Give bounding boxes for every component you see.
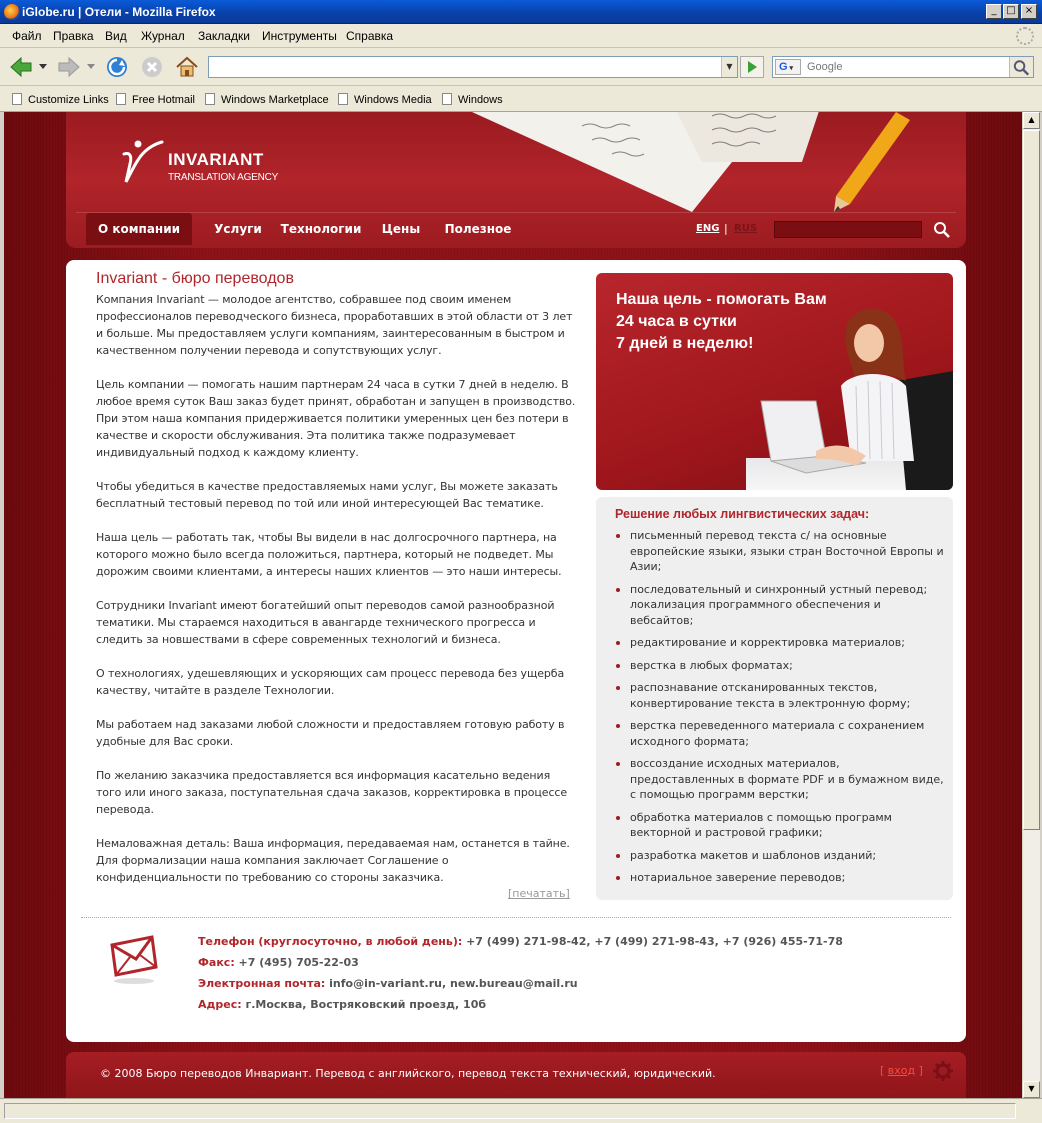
email-line — [198, 973, 843, 994]
page-icon — [116, 93, 126, 105]
go-arrow-icon[interactable] — [740, 56, 764, 78]
status-bar — [0, 1098, 1042, 1123]
service-item: письменный перевод текста с/ на основные европейские языки, языки стран Восточной Европы и Азии; — [614, 528, 944, 575]
status-text-area — [4, 1103, 1016, 1119]
page-viewport — [4, 112, 1022, 1098]
article-paragraph: Цель компании — помогать нашим партнерам 24 часа в сутки 7 дней в неделю. В любое время суток Ваш заказ будет принят, обработан и запущен в производство. При этом наша компания придерживается политики умеренных цен без потери в качестве и скорости обслуживания. Эта политика также подразумевает индивидуальный подход к каждому клиенту. — [96, 378, 576, 459]
service-item: верстка переведенного материала с сохранением исходного формата; — [614, 718, 944, 749]
services-list — [614, 528, 944, 893]
fax-label: Факс: — [198, 956, 235, 969]
bookmark-item[interactable] — [338, 93, 432, 106]
menu-bookmarks[interactable]: Закладки — [198, 29, 250, 43]
contact-info — [198, 931, 843, 1015]
fax-line — [198, 952, 843, 973]
page-icon — [12, 93, 22, 105]
promo-line: 24 часа в сутки — [616, 313, 737, 330]
site-footer — [66, 1052, 966, 1098]
login-link[interactable] — [880, 1064, 923, 1077]
home-icon[interactable] — [174, 54, 200, 80]
main-nav — [76, 212, 956, 246]
page-icon — [338, 93, 348, 105]
scroll-up-icon[interactable]: ▲ — [1023, 112, 1040, 129]
nav-useful[interactable]: Полезное — [444, 222, 512, 236]
forward-arrow-icon[interactable] — [56, 54, 82, 80]
letters-illustration-icon — [472, 112, 832, 222]
service-item: воссоздание исходных материалов, предоставленных в формате PDF и в бумажном виде, с помощью программ верстки; — [614, 756, 944, 803]
lang-eng-link[interactable]: ENG — [696, 223, 720, 234]
article-paragraph: Наша цель — работать так, чтобы Вы видели в нас долгосрочного партнера, на которого можно было всегда положиться, партнера, который не подведет. Мы дорожим своими клиентами, а интересы наших клиентов — это наши интересы. — [96, 531, 562, 578]
bookmark-label: Customize Links — [28, 94, 109, 106]
service-item: редактирование и корректировка материалов; — [614, 635, 944, 651]
menu-edit[interactable]: Правка — [53, 29, 94, 43]
bookmark-label: Windows Marketplace — [221, 94, 329, 106]
article-paragraph: Сотрудники Invariant имеют богатейший опыт переводов самой разнообразной тематики. Мы стараемся находиться в авангарде технического прогресса и следить за новшествами в сфере современных технологий и бизнеса. — [96, 599, 555, 646]
services-title: Решение любых лингвистических задач: — [615, 507, 870, 521]
close-button[interactable]: × — [1021, 4, 1037, 19]
service-item: последовательный и синхронный устный перевод; локализация программного обеспечения и вебсайтов; — [614, 582, 944, 629]
address-label: Адрес: — [198, 998, 242, 1011]
pencil-icon — [826, 112, 916, 212]
service-item: верстка в любых форматах; — [614, 658, 944, 674]
login-bracket: ] — [915, 1064, 923, 1077]
web-search-input[interactable] — [772, 56, 1034, 78]
fax-value: +7 (495) 705-22-03 — [234, 956, 359, 969]
vertical-scrollbar[interactable] — [1022, 112, 1040, 1098]
nav-services[interactable]: Услуги — [214, 222, 262, 236]
article-body — [96, 291, 576, 903]
phone-label: Телефон (круглосуточно, в любой день): — [198, 935, 463, 948]
minimize-button[interactable]: _ — [986, 4, 1002, 19]
scroll-down-icon[interactable]: ▼ — [1023, 1081, 1040, 1098]
invariant-logo-icon[interactable] — [116, 138, 166, 188]
promo-line: Наша цель - помогать Вам — [616, 291, 827, 308]
window-title: iGlobe.ru | Отели - Mozilla Firefox — [22, 5, 216, 19]
url-input[interactable] — [208, 56, 738, 78]
service-item: обработка материалов с помощью программ векторной и растровой графики; — [614, 810, 944, 841]
menu-bar — [0, 24, 1042, 48]
site-header — [66, 112, 966, 248]
scrollbar-thumb[interactable] — [1023, 130, 1040, 830]
lang-separator: | — [724, 222, 728, 235]
maximize-button[interactable]: □ — [1003, 4, 1019, 19]
site-search-input[interactable] — [774, 221, 922, 238]
site-search-icon[interactable] — [932, 221, 952, 239]
page-title: Invariant - бюро переводов — [96, 270, 294, 287]
article-paragraph: Компания Invariant — молодое агентство, собравшее под своим именем профессионалов переводческого бизнеса, проработавших в этой области от 3 лет и больше. Мы предоставляем услуги компаниям, заинтересованным в быстром и качественном получении перевода и сопутствующих услуг. — [96, 293, 573, 357]
promo-banner[interactable] — [596, 273, 953, 490]
logo-name: INVARIANT — [168, 150, 264, 169]
back-arrow-icon[interactable] — [8, 54, 34, 80]
gear-icon[interactable] — [932, 1060, 954, 1082]
address-line — [198, 994, 843, 1015]
search-engine-letter: G — [779, 61, 788, 73]
service-item: нотариальное заверение переводов; — [614, 870, 944, 886]
page-icon — [205, 93, 215, 105]
nav-technologies[interactable]: Технологии — [280, 222, 362, 236]
phone-value: +7 (499) 271-98-42, +7 (499) 271-98-43, +7 (926) 455-71-78 — [462, 935, 843, 948]
forward-history-dropdown-icon[interactable] — [87, 64, 95, 70]
envelope-icon — [108, 933, 158, 985]
divider — [81, 917, 951, 918]
services-box — [596, 497, 953, 900]
bookmark-item[interactable] — [442, 93, 503, 106]
bookmark-label: Windows Media — [354, 94, 432, 106]
article-paragraph: О технологиях, удешевляющих и ускоряющих сам процесс перевода без ущерба качеству, читайте в разделе Технологии. — [96, 667, 565, 697]
bookmark-item[interactable] — [205, 93, 329, 106]
back-history-dropdown-icon[interactable] — [39, 64, 47, 70]
email-value[interactable]: info@in-variant.ru, new.bureau@mail.ru — [325, 977, 578, 990]
throbber-icon — [1016, 27, 1034, 45]
menu-file[interactable]: Файл — [12, 29, 42, 43]
login-bracket: [ — [880, 1064, 888, 1077]
login-label[interactable]: вход — [887, 1064, 916, 1077]
menu-help[interactable]: Справка — [346, 29, 394, 43]
title-bar — [0, 0, 1042, 24]
menu-view[interactable]: Вид — [105, 29, 127, 43]
phone-line — [198, 931, 843, 952]
page-icon — [442, 93, 452, 105]
reload-icon[interactable] — [104, 54, 130, 80]
article-paragraph: Мы работаем над заказами любой сложности и предоставляем готовую работу в удобные для Вас сроки. — [96, 718, 565, 748]
email-label: Электронная почта: — [198, 977, 326, 990]
search-placeholder: Google — [807, 61, 843, 73]
stop-icon[interactable] — [139, 54, 165, 80]
service-item: разработка макетов и шаблонов изданий; — [614, 848, 944, 864]
menu-tools[interactable]: Инструменты — [262, 29, 337, 43]
lang-rus-link[interactable]: RUS — [734, 223, 758, 234]
content-panel — [66, 260, 966, 1042]
logo-subtitle: TRANSLATION AGENCY — [168, 172, 279, 183]
bookmarks-toolbar — [0, 86, 1042, 112]
nav-about[interactable]: О компании — [86, 213, 192, 245]
search-magnifier-icon[interactable] — [1009, 57, 1033, 77]
woman-with-laptop-illustration — [756, 301, 953, 490]
copyright: © 2008 Бюро переводов Инвариант. Перевод с английского, перевод текста технический, юридический. — [100, 1067, 716, 1080]
article-paragraph: По желанию заказчика предоставляется вся информация касательно ведения того или иного заказа, поступательная сдача заказов, корректировка в процессе перевода. — [96, 769, 568, 816]
article-paragraph: Чтобы убедиться в качестве предоставляемых нами услуг, Вы можете заказать бесплатный тестовый перевод по той или иной интересующей Вас тематике. — [96, 480, 558, 510]
bookmark-label: Windows — [458, 94, 503, 106]
google-engine-icon[interactable]: G ▾ — [775, 59, 801, 75]
bookmark-item[interactable] — [12, 93, 109, 106]
promo-line: 7 дней в неделю! — [616, 335, 754, 352]
bookmark-item[interactable] — [116, 93, 195, 106]
firefox-logo-icon — [4, 4, 20, 20]
article-paragraph: Немаловажная деталь: Ваша информация, передаваемая нам, останется в тайне. Для формализации наша компания заключает Соглашение о конфиденциальности по требованию со стороны заказчика. — [96, 837, 570, 884]
address-value: г.Москва, Востряковский проезд, 10б — [241, 998, 487, 1011]
print-link[interactable]: [печатать] — [508, 887, 570, 900]
service-item: распознавание отсканированных текстов, конвертирование текста в электронную форму; — [614, 680, 944, 711]
menu-history[interactable]: Журнал — [141, 29, 185, 43]
nav-prices[interactable]: Цены — [381, 222, 421, 236]
bookmark-label: Free Hotmail — [132, 94, 195, 106]
url-dropdown-icon[interactable]: ▼ — [721, 57, 737, 77]
